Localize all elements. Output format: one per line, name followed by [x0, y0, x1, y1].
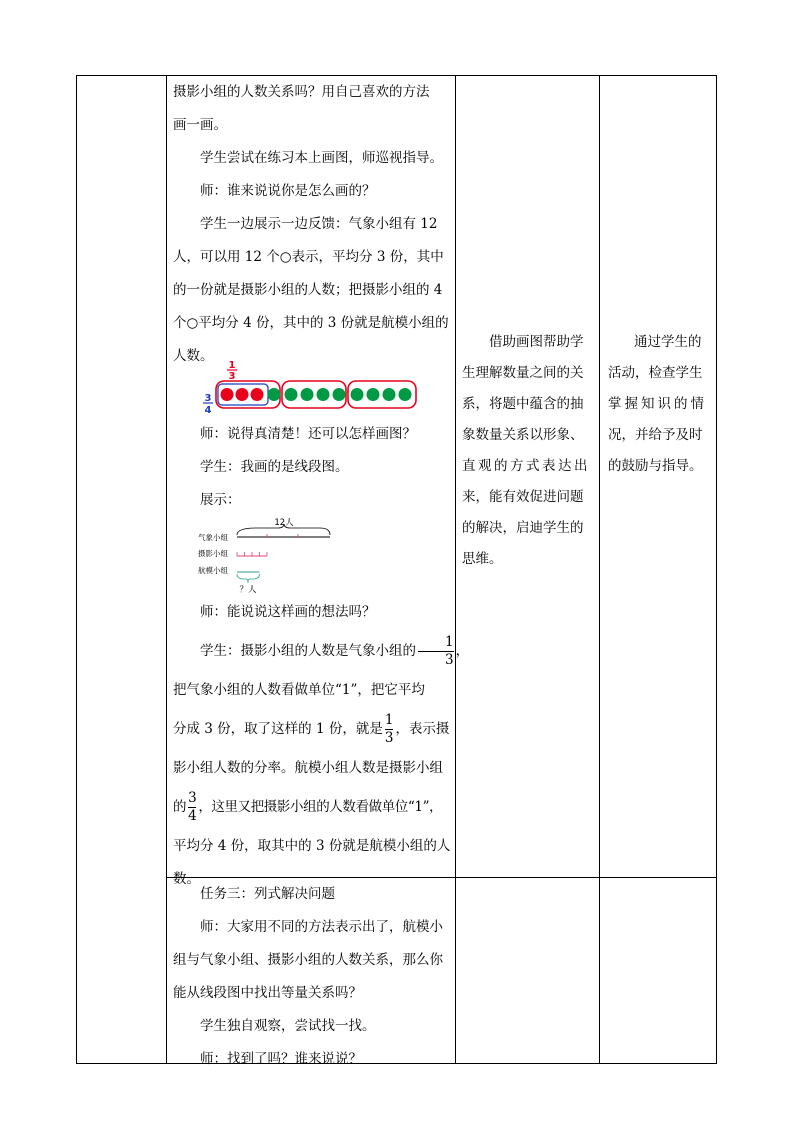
green-circle	[285, 388, 298, 401]
text-line: 活动，检查学生	[608, 365, 703, 381]
green-circle	[367, 388, 380, 401]
row-label-weather: 气象小组	[198, 533, 228, 542]
fraction-numerator: 3	[188, 789, 197, 806]
text-line: 平均分 4 份，取其中的 3 份就是航模小组的人	[173, 838, 451, 854]
green-circle	[383, 388, 396, 401]
text-line: 思维。	[462, 551, 503, 567]
text-line: 来，能有效促进问题	[462, 489, 584, 505]
text-line: 象数量关系以形象、	[462, 427, 584, 443]
text-line: 的一份就是摄影小组的人数；把摄影小组的 4	[173, 282, 443, 298]
text-line: 系，将题中蕴含的抽	[462, 396, 584, 412]
text-line: 人数。	[173, 348, 214, 364]
green-circle	[301, 388, 314, 401]
fraction-denominator: 3	[384, 729, 394, 746]
text-line: 学生独自观察，尝试找一找。	[200, 1018, 376, 1034]
column-divider	[599, 76, 600, 1063]
evaluation-column	[608, 327, 709, 482]
text-line: 学生：我画的是线段图。	[200, 459, 349, 475]
fraction-numerator: 3	[204, 393, 212, 404]
fraction-numerator: 1	[445, 633, 454, 650]
text-line: 通过学生的	[634, 334, 702, 350]
text-line: 的鼓励与指导。	[608, 458, 703, 474]
teaching-process-part1	[173, 76, 453, 373]
red-circle	[221, 388, 234, 401]
text-line: 师：找到了吗？谁来说说？	[200, 1051, 362, 1067]
text-line: 的解决，启迪学生的	[462, 520, 584, 536]
text-line: 摄影小组的人数关系吗？用自己喜欢的方法	[173, 84, 430, 100]
text-line: 师：能说说这样画的想法吗？	[200, 604, 376, 620]
text-line: 组与气象小组、摄影小组的人数关系，那么你	[173, 952, 443, 968]
circle-grouping-figure	[196, 358, 426, 416]
design-intent-column	[462, 327, 593, 575]
green-circle	[268, 388, 281, 401]
total-brace	[237, 524, 330, 535]
green-circle	[333, 388, 346, 401]
text-line: 画一画。	[173, 117, 227, 133]
red-circle	[236, 388, 249, 401]
text-line-with-fraction	[173, 629, 470, 674]
line-segment-figure	[196, 516, 346, 596]
text-span: ，	[455, 643, 470, 659]
text-line-with-fraction	[173, 707, 453, 752]
green-circle	[399, 388, 412, 401]
text-line: 展示：	[200, 492, 241, 508]
unknown-label: ？人	[239, 585, 257, 595]
row-label-photo: 摄影小组	[198, 549, 228, 558]
text-span: 学生：摄影小组的人数是气象小组的	[200, 643, 416, 659]
text-line: 个○平均分 4 份，其中的 3 份就是航模小组的	[173, 315, 449, 331]
text-line: 把气象小组的人数看做单位“1”，把它平均	[173, 682, 425, 698]
text-span: ，表示摄	[395, 721, 450, 737]
column-divider	[455, 76, 456, 1063]
fraction-numerator: 1	[228, 360, 236, 371]
model-brace	[237, 574, 260, 583]
teaching-process-part3	[173, 596, 470, 896]
task3-section	[173, 878, 453, 1076]
row-label-model: 航模小组	[198, 566, 228, 575]
red-circle	[251, 388, 264, 401]
text-span: 的	[173, 799, 187, 815]
green-circle	[351, 388, 364, 401]
text-line: 生理解数量之间的关	[462, 365, 584, 381]
fraction-denominator: 4	[204, 405, 212, 416]
text-line: 直观的方式表达出	[462, 458, 590, 474]
text-line: 掌握知识的情	[608, 396, 707, 412]
text-line: 学生一边展示一边反馈：气象小组有 12	[200, 216, 438, 232]
teaching-process-part2	[173, 418, 453, 517]
text-line: 师：说得真清楚！还可以怎样画图？	[200, 426, 416, 442]
text-line: 人，可以用 12 个○表示，平均分 3 份，其中	[173, 249, 444, 265]
fraction-denominator: 3	[418, 651, 454, 669]
fraction	[385, 713, 394, 746]
text-span: ，这里又把摄影小组的人数看做单位“1”，	[198, 799, 443, 815]
text-line: 影小组人数的分率。航模小组人数是摄影小组	[173, 760, 443, 776]
text-line: 况，并给予及时	[608, 427, 703, 443]
fraction-numerator: 1	[384, 711, 394, 728]
total-label: 12人	[274, 518, 294, 528]
text-line: 师：大家用不同的方法表示出了，航模小	[200, 919, 443, 935]
fraction-denominator: 3	[228, 371, 236, 382]
text-line-with-fraction	[173, 785, 453, 830]
column-divider	[166, 76, 167, 1063]
fraction-denominator: 4	[188, 807, 197, 824]
text-line: 借助画图帮助学	[489, 334, 584, 350]
text-line: 数。	[173, 871, 200, 887]
text-span: 分成 3 份，取了这样的 1 份，就是	[173, 721, 383, 737]
green-circle	[317, 388, 330, 401]
fraction	[188, 791, 196, 824]
text-line: 能从线段图中找出等量关系吗？	[173, 985, 362, 1001]
text-line: 师：谁来说说你是怎么画的？	[200, 183, 376, 199]
fraction	[418, 635, 454, 668]
text-line: 学生尝试在练习本上画图，师巡视指导。	[200, 150, 443, 166]
task3-title: 任务三：列式解决问题	[200, 886, 335, 902]
